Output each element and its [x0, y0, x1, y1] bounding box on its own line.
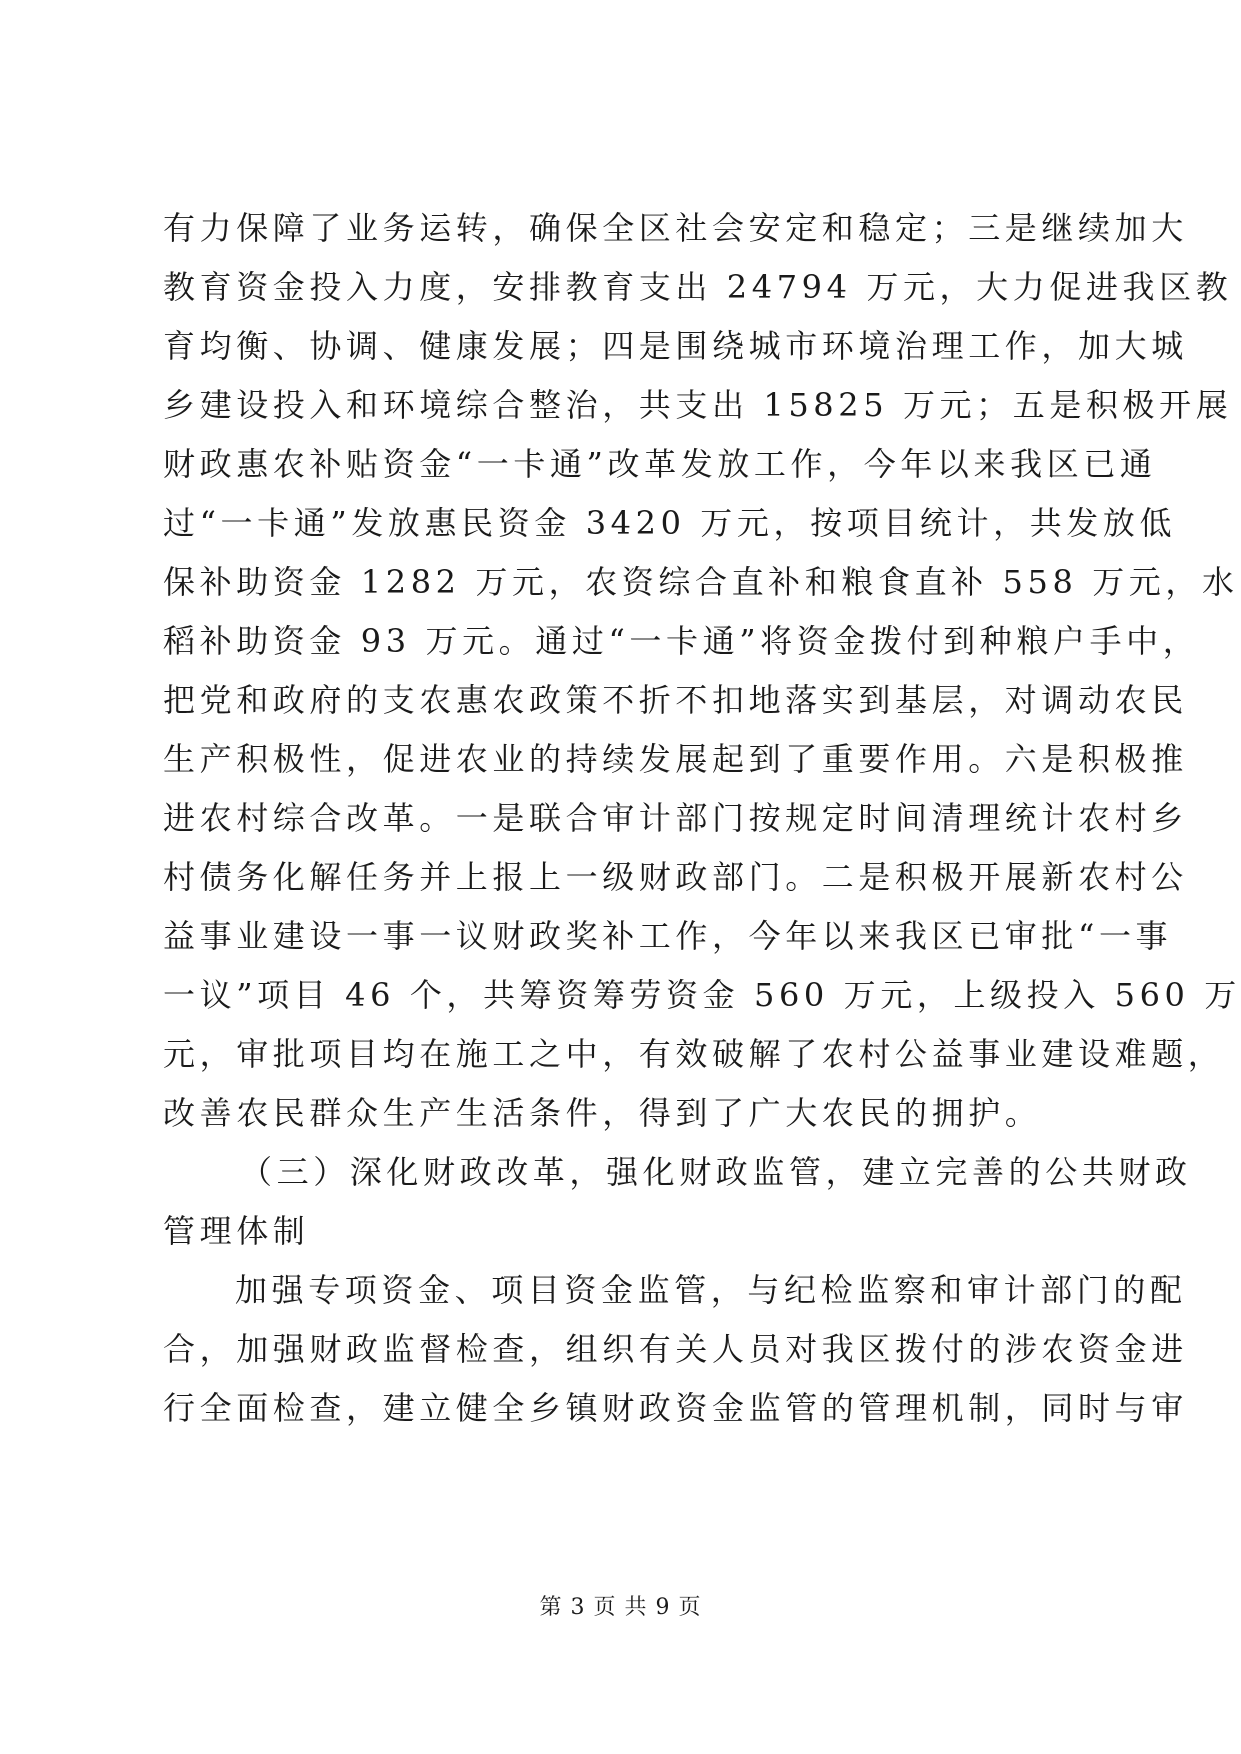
body-line: 改善农民群众生产生活条件，得到了广大农民的拥护。: [163, 1094, 1042, 1132]
body-line: 保补助资金 1282 万元，农资综合直补和粮食直补 558 万元，水: [163, 563, 1239, 601]
section-heading-line: 管理体制: [163, 1212, 310, 1250]
body-line: 育均衡、协调、健康发展；四是围绕城市环境治理工作，加大城: [163, 327, 1188, 365]
paragraph-line: 合，加强财政监督检查，组织有关人员对我区拨付的涉农资金进: [163, 1330, 1188, 1368]
body-line: 过“一卡通”发放惠民资金 3420 万元，按项目统计，共发放低: [163, 504, 1177, 542]
body-line: 稻补助资金 93 万元。通过“一卡通”将资金拨付到种粮户手中，: [163, 622, 1200, 660]
body-line: 一议”项目 46 个，共筹资筹劳资金 560 万元，上级投入 560 万: [163, 976, 1241, 1014]
body-line: 村债务化解任务并上报上一级财政部门。二是积极开展新农村公: [163, 858, 1188, 896]
body-line: 有力保障了业务运转，确保全区社会安定和稳定；三是继续加大: [163, 209, 1188, 247]
paragraph-line: 加强专项资金、项目资金监管，与纪检监察和审计部门的配: [235, 1271, 1187, 1309]
section-heading-line: （三）深化财政改革，强化财政监管，建立完善的公共财政: [240, 1153, 1192, 1191]
paragraph-line: 行全面检查，建立健全乡镇财政资金监管的管理机制，同时与审: [163, 1389, 1188, 1427]
body-line: 元，审批项目均在施工之中，有效破解了农村公益事业建设难题，: [163, 1035, 1225, 1073]
body-line: 财政惠农补贴资金“一卡通”改革发放工作，今年以来我区已通: [163, 445, 1157, 483]
page-number-footer: 第 3 页 共 9 页: [539, 1595, 702, 1620]
body-line: 生产积极性，促进农业的持续发展起到了重要作用。六是积极推: [163, 740, 1188, 778]
body-line: 进农村综合改革。一是联合审计部门按规定时间清理统计农村乡: [163, 799, 1188, 837]
body-line: 益事业建设一事一议财政奖补工作，今年以来我区已审批“一事: [163, 917, 1173, 955]
body-line: 把党和政府的支农惠农政策不折不扣地落实到基层，对调动农民: [163, 681, 1188, 719]
body-line: 乡建设投入和环境综合整治，共支出 15825 万元；五是积极开展: [163, 386, 1233, 424]
body-line: 教育资金投入力度，安排教育支出 24794 万元，大力促进我区教: [163, 268, 1233, 306]
